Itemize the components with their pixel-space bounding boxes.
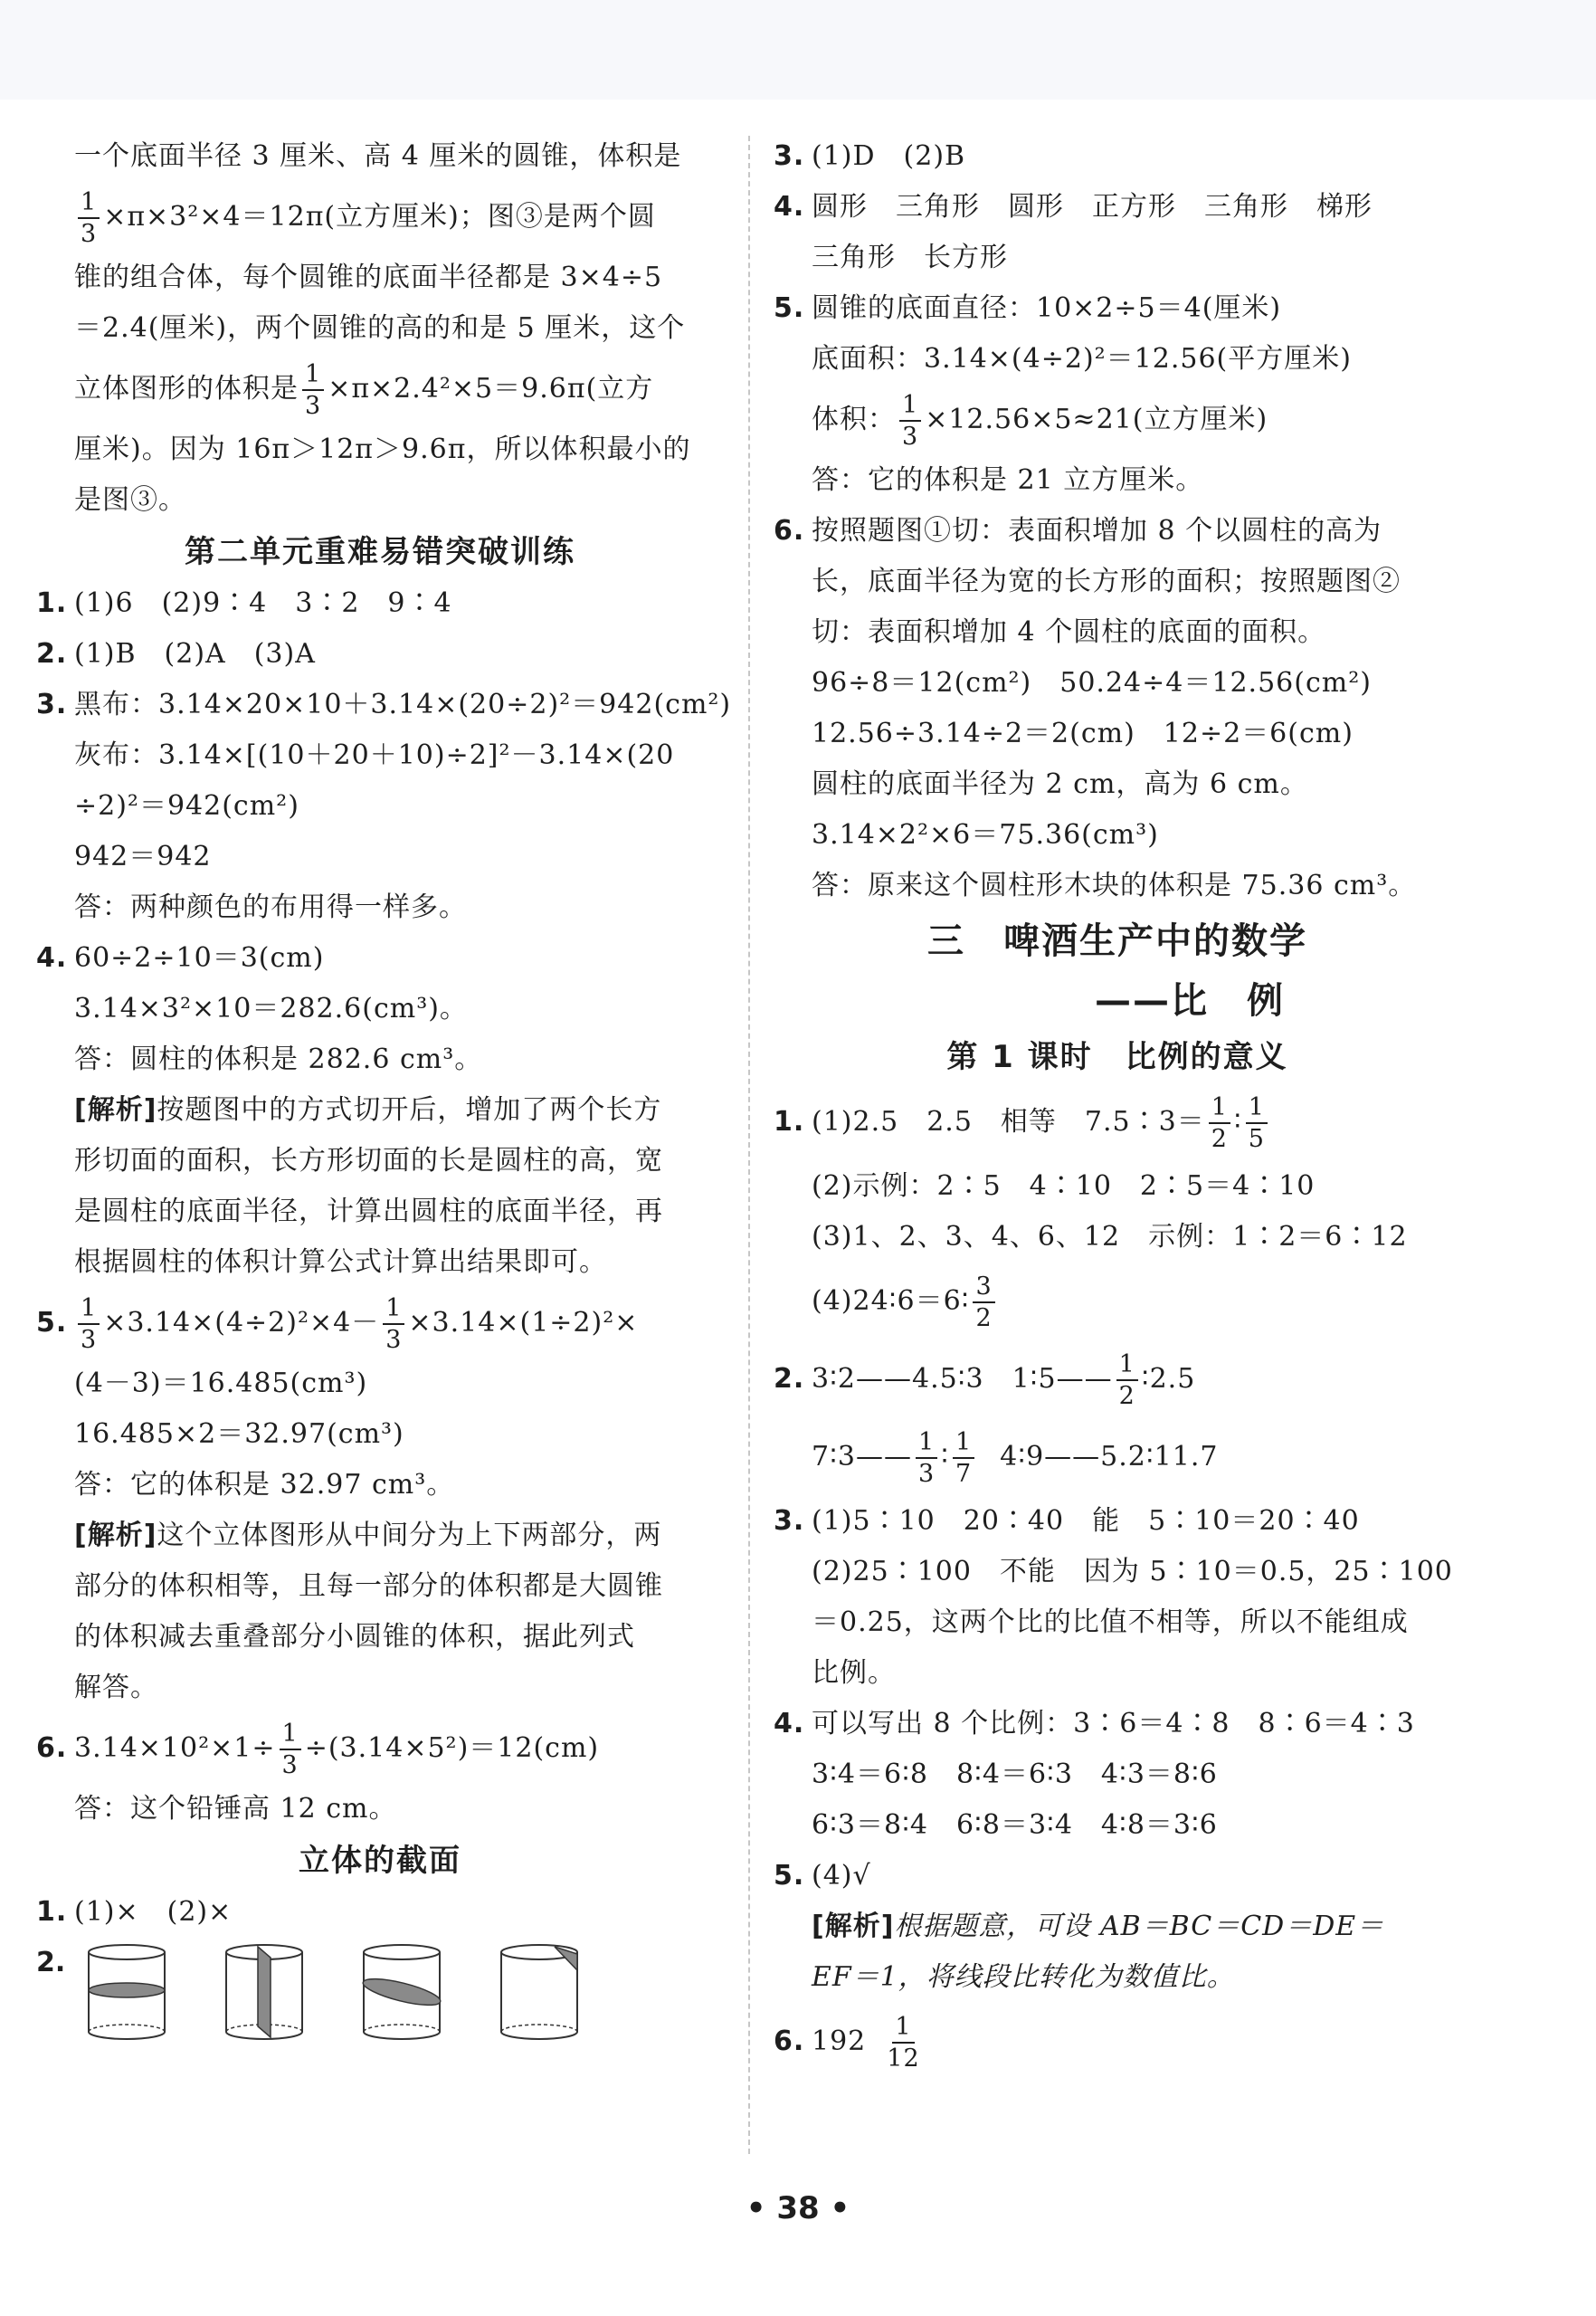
text-line: 3.14×2²×6＝75.36(cm³)	[812, 819, 1159, 851]
text-line: 16.485×2＝32.97(cm³)	[74, 1418, 404, 1450]
text-line: (3)1、2、3、4、6、12 示例：1∶2＝6∶12	[812, 1221, 1408, 1253]
text-line: 立体图形的体积是 $\frac{1}{3}$ ×π×2.4²×5＝9.6π(立方	[74, 360, 654, 420]
chapter-subtitle: ——比 例	[1095, 980, 1285, 1022]
answer-line: 1. (1)× (2)×	[36, 1896, 233, 1928]
cylinder-horizontal-section-figure	[86, 1943, 167, 2043]
cross-section-figures	[86, 1943, 580, 2043]
answer-line: 2. (1)B (2)A (3)A	[36, 638, 316, 670]
text-line: 圆柱的底面半径为 2 cm，高为 6 cm。	[812, 768, 1308, 800]
answer-line: 3. 黑布：3.14×20×10＋3.14×(20÷2)²＝942(cm²)	[36, 689, 732, 720]
text-line: 是圆柱的底面半径，计算出圆柱的底面半径，再	[74, 1196, 663, 1227]
chapter-title: 三 啤酒生产中的数学	[927, 920, 1307, 962]
text-line: 底面积：3.14×(4÷2)²＝12.56(平方厘米)	[812, 343, 1352, 375]
text-line: 942＝942	[74, 841, 212, 872]
cylinder-corner-section-figure	[499, 1943, 580, 2043]
analysis-line: [解析]按题图中的方式切开后，增加了两个长方	[74, 1094, 662, 1126]
column-divider	[748, 136, 750, 2154]
answer-line: 6. 3.14×10²×1÷ $\frac{1}{3}$ ÷(3.14×5²)＝12(cm)	[36, 1720, 600, 1779]
cylinder-vertical-section-figure	[223, 1943, 305, 2043]
page-number: • 38 •	[746, 2190, 850, 2226]
fraction: $\frac{1}{3}$	[383, 1296, 404, 1352]
answer-line: 4. 圆形 三角形 圆形 正方形 三角形 梯形	[774, 191, 1373, 223]
text-line: ＝0.25，这两个比的比值不相等，所以不能组成	[812, 1606, 1409, 1638]
answer-line: 2.	[36, 1938, 724, 2046]
text-line: 是图③。	[74, 484, 186, 516]
right-column	[774, 131, 1461, 2081]
text-line: 形切面的面积，长方形切面的长是圆柱的高，宽	[74, 1145, 663, 1177]
answer-line: 1. (1)2.5 2.5 相等 7.5∶3＝ $\frac{1}{2}$ ∶ $\frac{1}{5}$	[774, 1083, 1461, 1161]
text-line: 12.56÷3.14÷2＝2(cm) 12÷2＝6(cm)	[812, 718, 1354, 749]
text-line: 体积： $\frac{1}{3}$ ×12.56×5≈21(立方厘米)	[812, 391, 1268, 451]
answer-line: 1. (1)6 (2)9∶4 3∶2 9∶4	[36, 587, 452, 619]
text-line: 96÷8＝12(cm²) 50.24÷4＝12.56(cm²)	[812, 667, 1372, 699]
text-line: 部分的体积相等，且每一部分的体积都是大圆锥	[74, 1570, 663, 1602]
text-line: 答：原来这个圆柱形木块的体积是 75.36 cm³。	[812, 870, 1417, 901]
text-line: 答：这个铅锤高 12 cm。	[74, 1793, 397, 1825]
answer-line: 6. 192 $\frac{1}{12}$	[774, 2003, 1461, 2081]
fraction: $\frac{1}{3}$	[916, 1430, 937, 1486]
text-line: 答：两种颜色的布用得一样多。	[74, 891, 467, 923]
analysis-line: [解析]根据题意，可设 AB＝BC＝CD＝DE＝	[812, 1911, 1385, 1942]
text-line: (2)示例：2∶5 4∶10 2∶5＝4∶10	[812, 1170, 1316, 1202]
section-title: 立体的截面	[299, 1843, 461, 1879]
text-line: $\frac{1}{3}$ ×π×3²×4＝12π(立方厘米)；图③是两个圆	[36, 182, 724, 253]
answer-line: 4. 可以写出 8 个比例：3∶6＝4∶8 8∶6＝4∶3	[774, 1708, 1415, 1739]
text-line: 比例。	[812, 1657, 896, 1689]
answer-line: 5. $\frac{1}{3}$ ×3.14×(4÷2)²×4－ $\frac{1}{3}$ ×3.14×(1÷2)²×	[36, 1294, 639, 1354]
fraction: $\frac{1}{2}$	[1116, 1352, 1138, 1408]
text-line: 答：它的体积是 32.97 cm³。	[74, 1469, 455, 1501]
text-line: 3∶4＝6∶8 8∶4＝6∶3 4∶3＝8∶6	[812, 1758, 1218, 1790]
answer-line: 5. 圆锥的底面直径：10×2÷5＝4(厘米)	[774, 292, 1282, 324]
answer-line: 5. (4)√	[774, 1860, 871, 1892]
analysis-tag: [解析]	[74, 1094, 157, 1126]
fraction: $\frac{1}{3}$	[280, 1721, 301, 1778]
text-line: (4－3)＝16.485(cm³)	[74, 1368, 368, 1399]
text-line: 7∶3—— $\frac{1}{3}$ ∶ $\frac{1}{7}$ 4∶9——5.2∶11.7	[812, 1428, 1219, 1488]
fraction: $\frac{3}{2}$	[973, 1274, 994, 1330]
text-line: 三角形 长方形	[812, 242, 1008, 273]
text-line: 锥的组合体，每个圆锥的底面半径都是 3×4÷5	[74, 262, 663, 293]
text-line: (4)24∶6＝6∶ $\frac{3}{2}$	[774, 1263, 1461, 1340]
lesson-title: 第 1 课时 比例的意义	[946, 1039, 1288, 1075]
text-line: ＝2.4(厘米)，两个圆锥的高的和是 5 厘米，这个	[74, 312, 686, 344]
text-line: 答：圆柱的体积是 282.6 cm³。	[74, 1044, 483, 1075]
answer-line: 4. 60÷2÷10＝3(cm)	[36, 942, 325, 974]
text-line: 根据圆柱的体积计算公式计算出结果即可。	[74, 1246, 607, 1278]
text-line: 切：表面积增加 4 个圆柱的底面的面积。	[812, 616, 1326, 648]
fraction: $\frac{1}{3}$	[899, 393, 921, 449]
analysis-tag: [解析]	[74, 1520, 157, 1551]
text-line: EF＝1，将线段比转化为数值比。	[812, 1961, 1235, 1993]
fraction: $\frac{1}{7}$	[953, 1430, 974, 1486]
fraction: $\frac{1}{2}$	[1209, 1095, 1230, 1151]
text-line: 灰布：3.14×[(10＋20＋10)÷2]²－3.14×(20	[74, 739, 675, 771]
text-line: 厘米)。因为 16π＞12π＞9.6π，所以体积最小的	[74, 434, 691, 465]
text-line: 答：它的体积是 21 立方厘米。	[812, 464, 1204, 496]
answer-line: 2. 3∶2——4.5∶3 1∶5—— $\frac{1}{2}$ ∶2.5	[774, 1350, 1196, 1410]
fraction: $\frac{1}{3}$	[78, 190, 100, 246]
fraction: $\frac{1}{5}$	[1246, 1095, 1268, 1151]
fraction: $\frac{1}{12}$	[887, 2013, 920, 2073]
text-line: (2)25∶100 不能 因为 5∶10＝0.5，25∶100	[812, 1556, 1453, 1587]
text-line: 6∶3＝8∶4 6∶8＝3∶4 4∶8＝3∶6	[812, 1809, 1218, 1841]
answer-line: 3. (1)D (2)B	[774, 140, 966, 172]
text-line: 解答。	[74, 1672, 158, 1703]
answer-line: 6. 按照题图①切：表面积增加 8 个以圆柱的高为	[774, 515, 1382, 547]
section-title: 第二单元重难易错突破训练	[185, 534, 575, 570]
fraction: $\frac{1}{3}$	[78, 1296, 100, 1352]
answer-line: 3. (1)5∶10 20∶40 能 5∶10＝20∶40	[774, 1505, 1360, 1537]
cylinder-oblique-section-figure	[361, 1943, 442, 2043]
analysis-tag: [解析]	[812, 1911, 895, 1942]
left-column	[36, 131, 732, 2046]
text-line: 一个底面半径 3 厘米、高 4 厘米的圆锥，体积是	[74, 140, 682, 172]
header-strip	[0, 0, 1596, 100]
fraction: $\frac{1}{3}$	[302, 362, 324, 418]
text-line: 的体积减去重叠部分小圆锥的体积，据此列式	[74, 1621, 635, 1653]
text-line: 长，底面半径为宽的长方形的面积；按照题图②	[812, 566, 1401, 597]
text-line: ÷2)²＝942(cm²)	[74, 790, 299, 822]
analysis-line: [解析]这个立体图形从中间分为上下两部分，两	[74, 1520, 662, 1551]
text-line: 3.14×3²×10＝282.6(cm³)。	[74, 993, 468, 1025]
